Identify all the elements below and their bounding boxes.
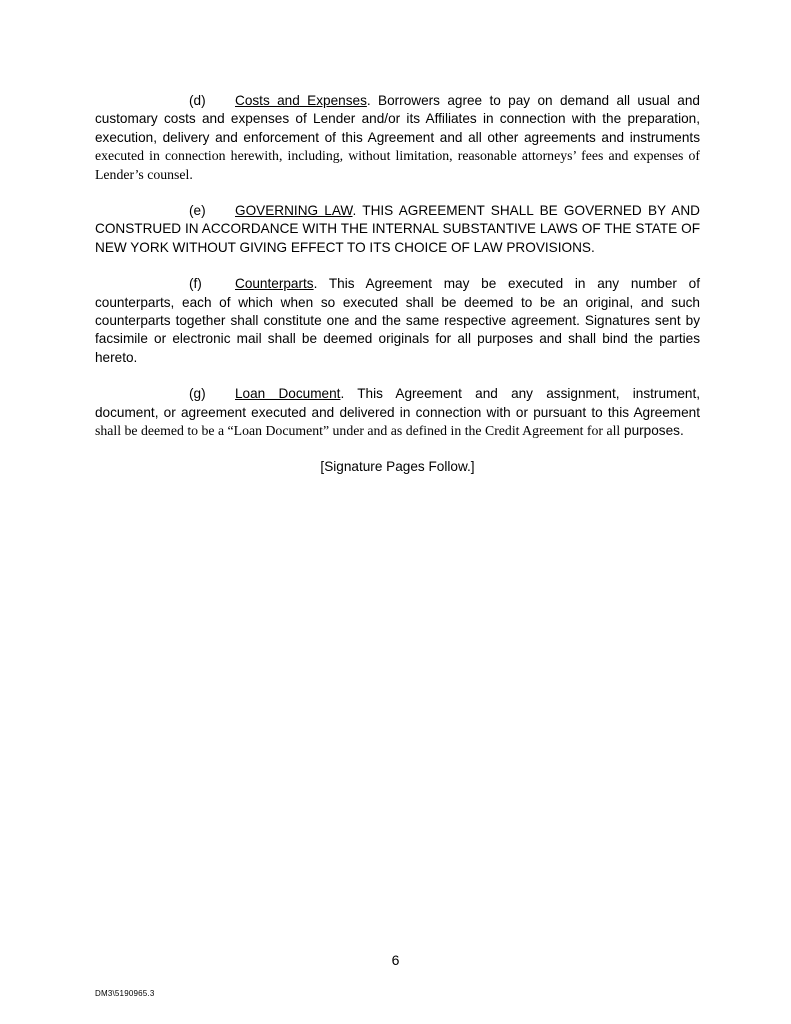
section-heading: Loan Document (235, 386, 341, 402)
section-body-continued: executed in connection herewith, including, without limitation, reasonable attorneys’ fees and expenses of Lender’s counsel. (95, 148, 700, 182)
section-heading: Counterparts (235, 276, 314, 292)
page-number: 6 (391, 952, 400, 968)
section-body: . Borrowers agree to pay on demand all usual and customary costs and expenses of Lender and/or its Affiliates in connection with the preparation, execution, delivery and enforcement of this Agreement and all other agreements and instruments (95, 93, 700, 145)
document-page (95, 92, 700, 476)
section-number: (g) (189, 386, 206, 402)
section-loan-document (95, 385, 700, 440)
document-id: DM3\5190965.3 (95, 989, 155, 998)
section-number: (d) (189, 93, 206, 108)
section-body-continued: shall be deemed to be a “Loan Document” under and as defined in the Credit Agreement for all (95, 423, 621, 439)
section-heading: GOVERNING LAW (235, 203, 353, 219)
section-costs-and-expenses (95, 92, 700, 184)
section-body-tail: purposes. (620, 423, 684, 439)
section-counterparts (95, 275, 700, 367)
section-heading: Costs and Expenses (235, 93, 367, 108)
section-body: . THIS AGREEMENT SHALL BE GOVERNED BY AND CONSTRUED IN ACCORDANCE WITH THE INTERNAL SUBSTANTIVE LAWS OF THE STATE OF NEW YORK WITHOUT GIVING EFFECT TO ITS CHOICE OF LAW PROVISIONS. (95, 203, 700, 255)
section-body: . This Agreement and any assignment, instrument, document, or agreement executed and delivered in connection with or pursuant to this Agreement (95, 386, 700, 420)
section-number: (f) (189, 276, 202, 292)
section-governing-law (95, 202, 700, 257)
signature-pages-note: [Signature Pages Follow.] (320, 458, 475, 474)
section-number: (e) (189, 203, 206, 219)
section-body: . This Agreement may be executed in any number of counterparts, each of which when so executed shall be deemed to be an original, and such counterparts together shall constitute one and the same respective agreement. Signatures sent by facsimile or electronic mail shall be deemed originals for all purposes and shall bind the parties hereto. (95, 276, 700, 365)
